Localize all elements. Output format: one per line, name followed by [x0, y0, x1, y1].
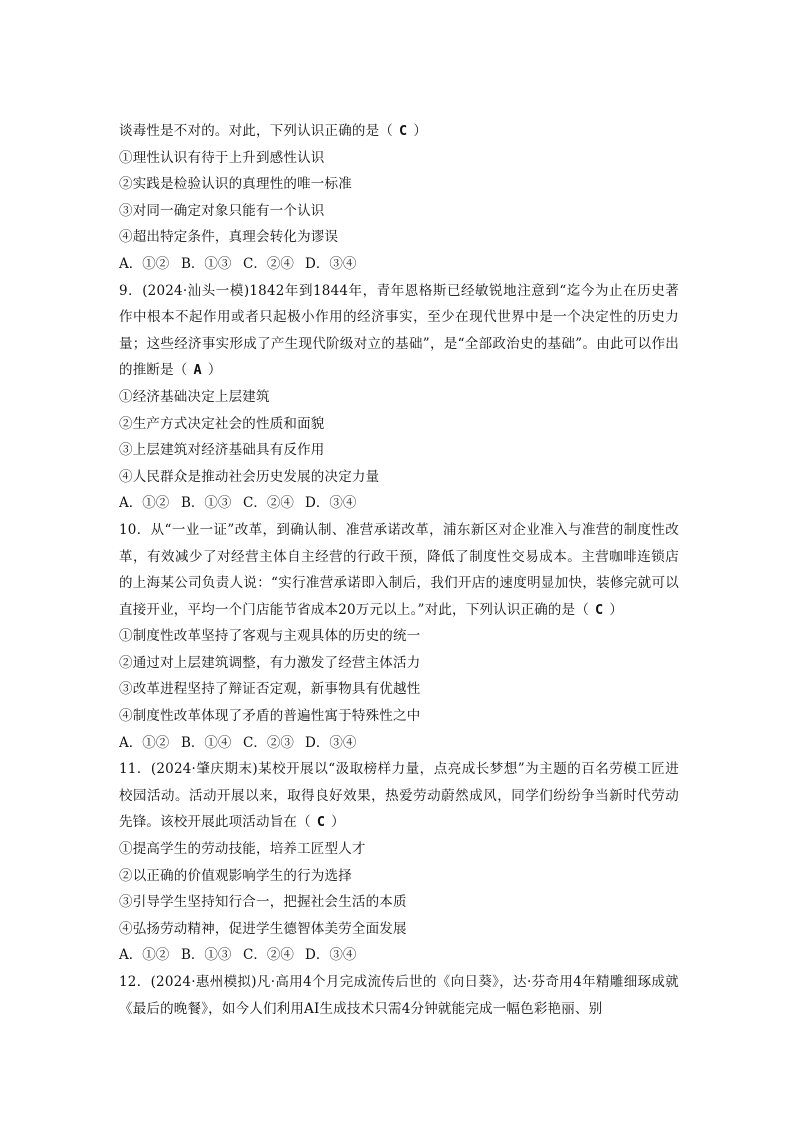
question-11-item: ③引导学生坚持知行合一，把握社会生活的本质 — [119, 894, 407, 911]
question-8-options — [119, 251, 679, 278]
question-10-item: ②通过对上层建筑调整，有力激发了经营主体活力 — [119, 654, 421, 671]
question-11-item: ①提高学生的劳动技能，培养工匠型人才 — [119, 841, 366, 858]
question-8-item: ④超出特定条件，真理会转化为谬误 — [119, 229, 339, 246]
question-8-item: ②实践是检验认识的真理性的唯一标准 — [119, 176, 352, 193]
question-9-options — [119, 490, 679, 517]
option-d: D．③④ — [305, 495, 357, 512]
question-8-item: ③对同一确定对象只能有一个认识 — [119, 202, 325, 219]
option-b: B．①④ — [181, 734, 232, 751]
option-c: C．②④ — [243, 947, 294, 964]
question-12-stem: 12．(2024·惠州模拟)凡·高用4个月完成流传后世的《向日葵》，达·芬奇用4年精雕细琢成就《最后的晚餐》，如今人们利用AI生成技术只需4分钟就能完成一幅色彩艳丽、别 — [119, 974, 679, 1017]
question-11-options — [119, 942, 679, 969]
question-10-stem: 10．从“一业一证”改革，到确认制、准营承诺改革，浦东新区对企业准入与准营的制度性改革，有效减少了对经营主体自主经营的行政干预，降低了制度性交易成本。主营咖啡连锁店的上海某公司负责人说：“实行准营承诺即入制后，我们开店的速度明显加快，装修完就可以直接开业，平均一个门店能节省成本20万元以上。”对此，下列认识正确的是（ C ） — [119, 521, 679, 618]
option-d: D．③④ — [305, 734, 357, 751]
question-10-item: ④制度性改革体现了矛盾的普遍性寓于特殊性之中 — [119, 708, 421, 725]
option-a: A．①② — [119, 947, 170, 964]
answer-9: A — [193, 362, 202, 379]
option-a: A．①② — [119, 495, 170, 512]
option-a: A．①② — [119, 734, 170, 751]
option-b: B．①③ — [181, 947, 232, 964]
answer-11: C — [316, 814, 326, 831]
question-10-item: ①制度性改革坚持了客观与主观具体的历史的统一 — [119, 628, 421, 645]
option-c: C．②④ — [243, 495, 294, 512]
option-d: D．③④ — [305, 947, 357, 964]
document-page — [119, 118, 679, 1022]
question-10-item: ③改革进程坚持了辩证否定观，新事物具有优越性 — [119, 681, 421, 698]
answer-10: C — [595, 601, 604, 618]
option-a: A．①② — [119, 255, 170, 272]
option-b: B．①③ — [181, 255, 232, 272]
question-10-options — [119, 730, 679, 757]
answer-8: C — [399, 123, 408, 139]
question-8-item: ①理性认识有待于上升到感性认识 — [119, 149, 325, 166]
question-9-stem: 9．(2024·汕头一模)1842年到1844年，青年恩格斯已经敏锐地注意到“迄今为止在历史著作中根本不起作用或者只起极小作用的经济事实，至少在现代世界中是一个决定性的历史力量；这些经济事实形成了产生现代阶级对立的基础”，是“全部政治史的基础”。由此可以作出的推断是（ A ） — [119, 282, 679, 379]
question-11-item: ②以正确的价值观影响学生的行为选择 — [119, 867, 352, 884]
question-9-item: ③上层建筑对经济基础具有反作用 — [119, 442, 325, 459]
question-9-item: ①经济基础决定上层建筑 — [119, 388, 270, 405]
option-c: C．②③ — [243, 734, 294, 751]
question-9-item: ④人民群众是推动社会历史发展的决定力量 — [119, 468, 380, 485]
question-8-stem: 谈毒性是不对的。对此，下列认识正确的是（ C ） — [119, 123, 428, 139]
question-9-item: ②生产方式决定社会的性质和面貌 — [119, 415, 325, 432]
question-11-item: ④弘扬劳动精神，促进学生德智体美劳全面发展 — [119, 920, 407, 937]
option-d: D．③④ — [305, 255, 357, 272]
option-c: C．②④ — [243, 255, 294, 272]
option-b: B．①③ — [181, 495, 232, 512]
question-11-stem: 11．(2024·肇庆期末)某校开展以“汲取榜样力量，点亮成长梦想”为主题的百名劳模工匠进校园活动。活动开展以来，取得良好效果，热爱劳动蔚然成风，同学们纷纷争当新时代劳动先锋。该校开展此项活动旨在（ C ） — [119, 761, 679, 831]
